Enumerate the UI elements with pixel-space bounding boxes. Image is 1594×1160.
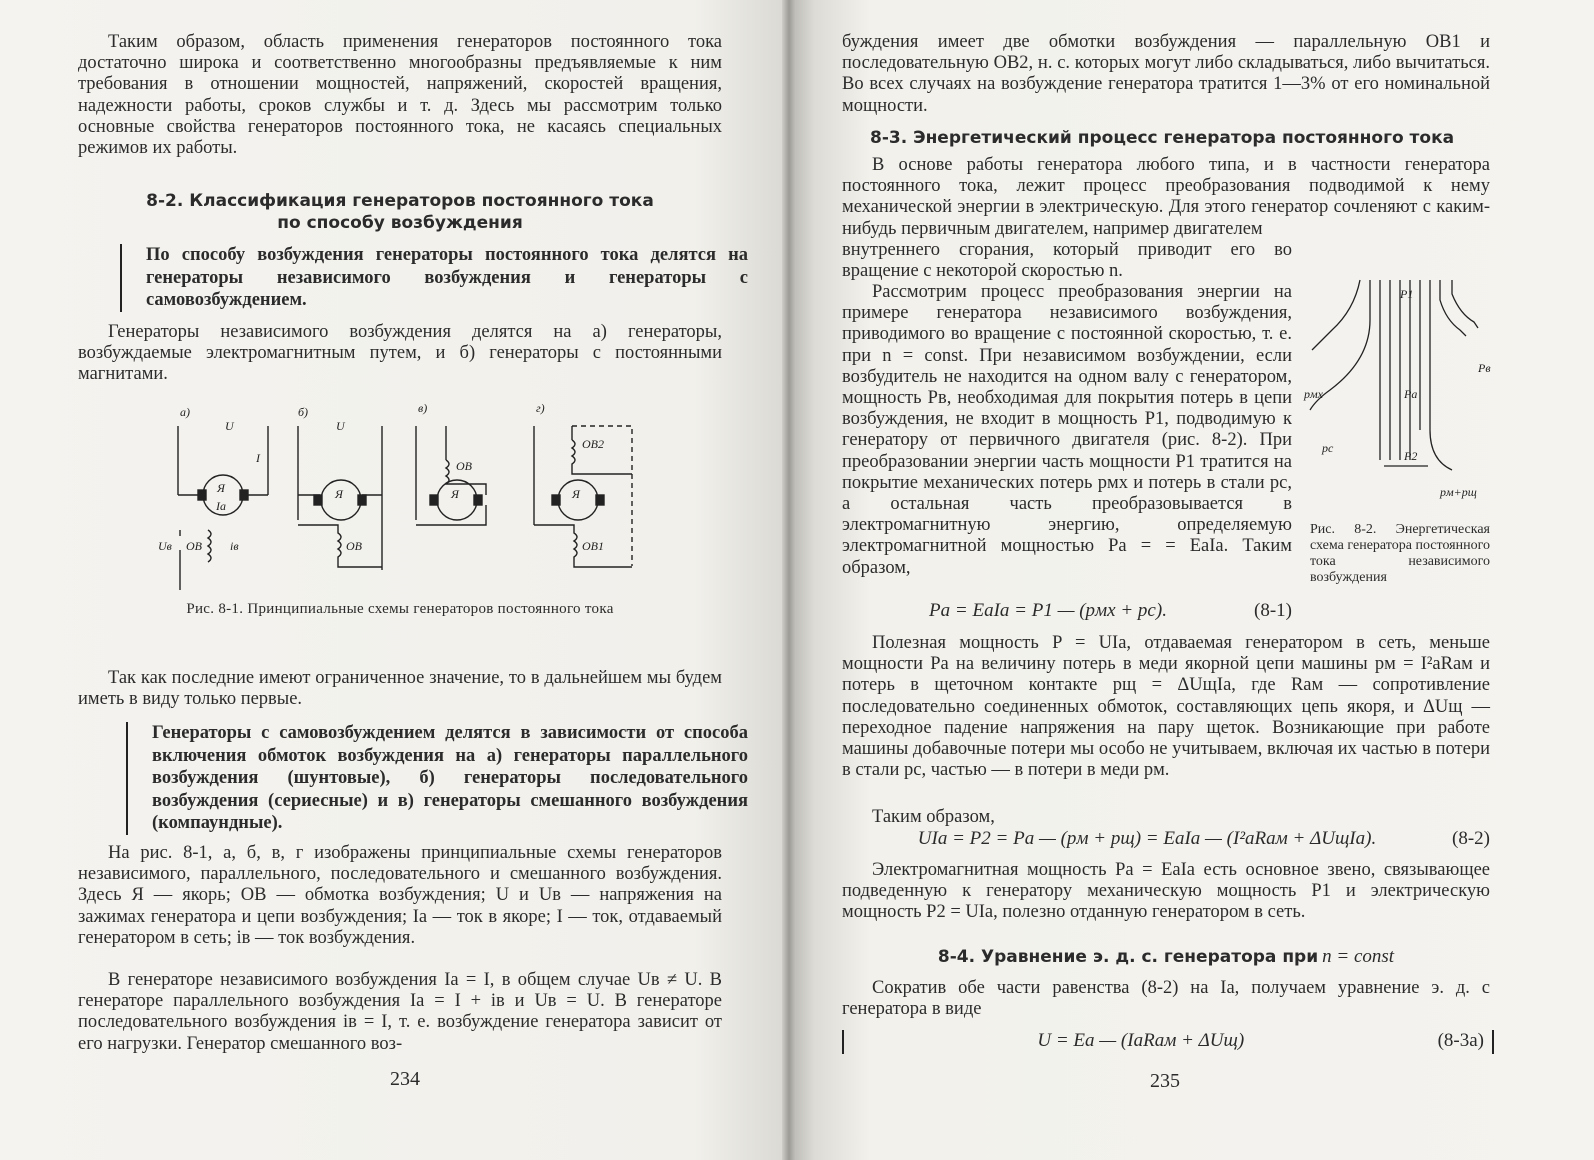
paragraph-excitation-types: В генераторе независимого возбуждения Iа = I, в общем случае Uв ≠ U. В генераторе параллельного возбуждения Iа = I + iв и Uв = U. В генераторе последовательного возбуждения iв = I, т. е. возбуждение генератора зависит от его нагрузки. Генератор смешанного воз- [78,970,722,1054]
paragraph-intro: Таким образом, область применения генераторов постоянного тока достаточно широка и соответственно многообразны предъявляемые к ним требования в отношении мощностей, напряжений, скоростей вращения, надежности работы, сроков службы и т. д. Здесь мы рассмотрим только основные свойства генераторов постоянного тока, не касаясь специальных режимов их работы. [78,32,722,159]
scheme-a-ya: Я [217,481,225,495]
paragraph-energy-process: Рассмотрим процесс преобразования энергии на примере генератора независимого возбуждения, приводимого во вращение с постоянной скоростью, т. е. при n = const. При независимом возбуждении, если возбудитель не находится на одном валу с генератором, мощность Pв, необходимая для покрытия потерь в цепи возбуждения, не входит в мощность P1, подводимую к генератору от первичного двигателя (рис. 8-2). При преобразовании энергии часть мощности P1 тратится на покрытие механических потерь pмх и потерь в стали pс, а остальная часть преобразовывается в электромагнитную энергию, определяемую электромагнитной мощностью Pа = = EаIа. Таким образом, [842,282,1292,578]
paragraph-limited: Так как последние имеют ограниченное значение, то в дальнейшем мы будем иметь в виду только первые. [78,668,722,710]
page-number-left: 234 [390,1068,420,1090]
scheme-a-ob: ОВ [186,539,202,553]
scheme-g-ob2: ОВ2 [582,437,604,451]
formula-8-1 [842,600,1292,622]
fig2-p1: P1 [1400,287,1414,301]
figure-8-1-schemes [150,400,650,590]
scheme-b-ya: Я [335,487,343,501]
section-heading-line2: по способу возбуждения [277,213,523,233]
paragraph-useful-power: Полезная мощность P = UIа, отдаваемая генератором в сеть, меньше мощности Pа на величину потерь в меди якорной цепи машины pм = I²аRам и потерь в щеточном контакте pщ = ΔUщIа, где Rам — сопротивление последовательно соединенных обмоток, составляющих цепь якоря, и ΔUщ — переходное падение напряжения на пару щеток. Возникающие при работе машины добавочные потери мы особо не учитываем, включая их частью в потери в стали pс, частью — в потери в меди pм. [842,633,1490,781]
scheme-g-ya: Я [572,487,580,501]
formula-8-3a-number: (8-3а) [1437,1030,1484,1051]
scheme-b-ob: ОВ [346,539,362,553]
figure-8-2-caption: Рис. 8-2. Энергетическая схема генератора постоянного тока независимого возбуждения [1310,522,1490,585]
scheme-a-label: а) [180,405,190,419]
formula-8-1-body: Pа = EаIа = P1 — (pмх + pс). [929,600,1167,621]
scheme-b [298,405,382,570]
section-heading-8-3: 8-3. Энергетический процесс генератора постоянного тока [870,128,1455,148]
section-heading-8-4-text: 8-4. Уравнение э. д. с. генератора при [937,947,1319,967]
formula-8-1-number: (8-1) [1254,600,1292,621]
scheme-g-ob1: ОВ1 [582,539,604,553]
fig2-p2: P2 [1404,449,1418,463]
fig2-pv: Pв [1478,361,1491,375]
section-heading-line1: 8-2. Классификация генераторов постоянного тока [146,191,654,211]
fig2-pmx: pмх [1304,387,1323,401]
section-heading-8-2 [78,190,722,234]
scheme-v-ya: Я [451,487,459,501]
section-heading-8-4 [842,946,1490,968]
boxed-definition-1: По способу возбуждения генераторы постоянного тока делятся на генераторы независимого возбуждения и генераторы с самовозбуждением. [120,244,748,312]
scheme-a-iv: iв [230,539,239,553]
scheme-g [534,401,632,567]
formula-8-3a [842,1030,1494,1054]
formula-8-2-number: (8-2) [1452,828,1490,849]
paragraph-thus: Таким образом, [872,807,995,827]
scheme-v [416,401,486,525]
paragraph-emf-equation: Сократив обе части равенства (8-2) на Iа, получаем уравнение э. д. с генератора в виде [842,978,1490,1020]
fig2-pa: Pа [1404,387,1418,401]
figure-8-2-energy-diagram [1300,276,1495,506]
section-heading-8-4-suffix: n = const [1322,946,1395,967]
scheme-g-label: г) [536,401,545,415]
figure-8-1-caption: Рис. 8-1. Принципиальные схемы генераторов постоянного тока [186,601,614,617]
book-gutter [782,0,796,1160]
paragraph-continuation: буждения имеет две обмотки возбуждения — параллельную ОВ1 и последовательную ОВ2, н. с. которых могут либо складываться, либо вычитаться. Во всех случаях на возбуждение генератора тратится 1—3% от его номинальной мощности. [842,32,1490,116]
scheme-v-label: в) [418,401,428,415]
boxed-definition-2: Генераторы с самовозбуждением делятся в зависимости от способа включения обмоток возбуждения на а) генераторы параллельного возбуждения (шунтовые), б) генераторы последовательного возбуждения (сериесные) и в) генераторы смешанного возбуждения (компаундные). [126,722,748,835]
formula-8-2-body: UIа = P2 = Pа — (pм + pщ) = EаIа — (I²аRам + ΔUщIа). [917,828,1377,849]
page-number-right: 235 [1150,1070,1180,1092]
scheme-v-ob: ОВ [456,459,472,473]
scheme-a [158,405,268,590]
fig2-pmpsh: pм+pщ [1440,485,1477,499]
scheme-a-i: I [256,451,260,465]
formula-8-3a-body: U = Eа — (IаRам + ΔUщ) [1037,1030,1245,1051]
formula-8-2 [842,828,1490,850]
scheme-b-u: U [336,419,345,433]
paragraph-electromagnetic-power: Электромагнитная мощность Pа = EаIа есть основное звено, связывающее подведенную к генератору механическую мощность P1 и электрическую мощность P2 = UIа, полезно отданную генератором в сеть. [842,860,1490,923]
scheme-a-ia: Iа [216,499,226,513]
scheme-b-label: б) [298,405,309,419]
scheme-a-u: U [225,419,234,433]
paragraph-energy-basis: В основе работы генератора любого типа, и в частности генератора постоянного тока, лежит процесс преобразования подводимой к нему механической энергии в электрическую. Для этого генератор сочленяют с каким-нибудь первичным двигателем, например двигателем [842,155,1490,239]
fig2-pc: pс [1322,441,1334,455]
paragraph-independent: Генераторы независимого возбуждения делятся на а) генераторы, возбуждаемые электромагнитным путем, и б) генераторы с постоянными магнитами. [78,322,722,385]
scheme-a-uv: Uв [158,539,172,553]
paragraph-figure-explanation: На рис. 8-1, а, б, в, г изображены принципиальные схемы генераторов независимого, параллельного, последовательного и смешанного возбуждения. Здесь Я — якорь; ОВ — обмотка возбуждения; U и Uв — напряжения на зажимах генератора и цепи возбуждения; Iа — ток в якоре; I — ток, отдаваемый генератором в сеть; iв — ток возбуждения. [78,843,722,948]
paragraph-energy-basis-end: внутреннего сгорания, который приводит его во вращение с некоторой скоростью n. [842,240,1292,282]
